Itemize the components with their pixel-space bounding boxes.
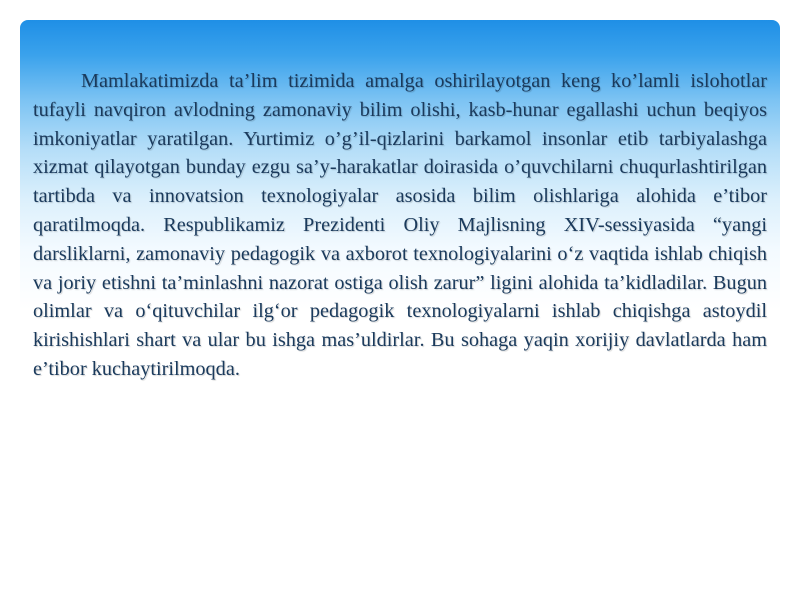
body-paragraph: Mamlakatimizda ta’lim tizimida amalga oshirilayotgan keng ko’lamli islohotlar tufayli navqiron avlodning zamonaviy bilim olishi, kasb-hunar egallashi uchun beqiyos imkoniyatlar yaratilgan. Yurtimiz o’g’il-qizlarini barkamol insonlar etib tarbiyalashga xizmat qilayotgan bunday ezgu sa’y-harakatlar doirasida o’quvchilarni chuqurlashtirilgan tartibda va innovatsion texnologiyalar asosida bilim olishlariga alohida e’tibor qaratilmoqda. Respublikamiz Prezidenti Oliy Majlisning XIV-sessiyasida “yangi darsliklarni, zamonaviy pedagogik va axborot texnologiyalarini o‘z vaqtida ishlab chiqish va joriy etishni ta’minlashni nazorat ostiga olish zarur” ligini alohida ta’kidladilar. Bugun olimlar va o‘qituvchilar ilg‘or pedagogik texnologiyalarni ishlab chiqishga astoydil kirishishlari shart va ular bu ishga mas’uldirlar. Bu sohaga yaqin xorijiy davlatlarda ham e’tibor kuchaytirilmoqda. <box>33 70 767 380</box>
